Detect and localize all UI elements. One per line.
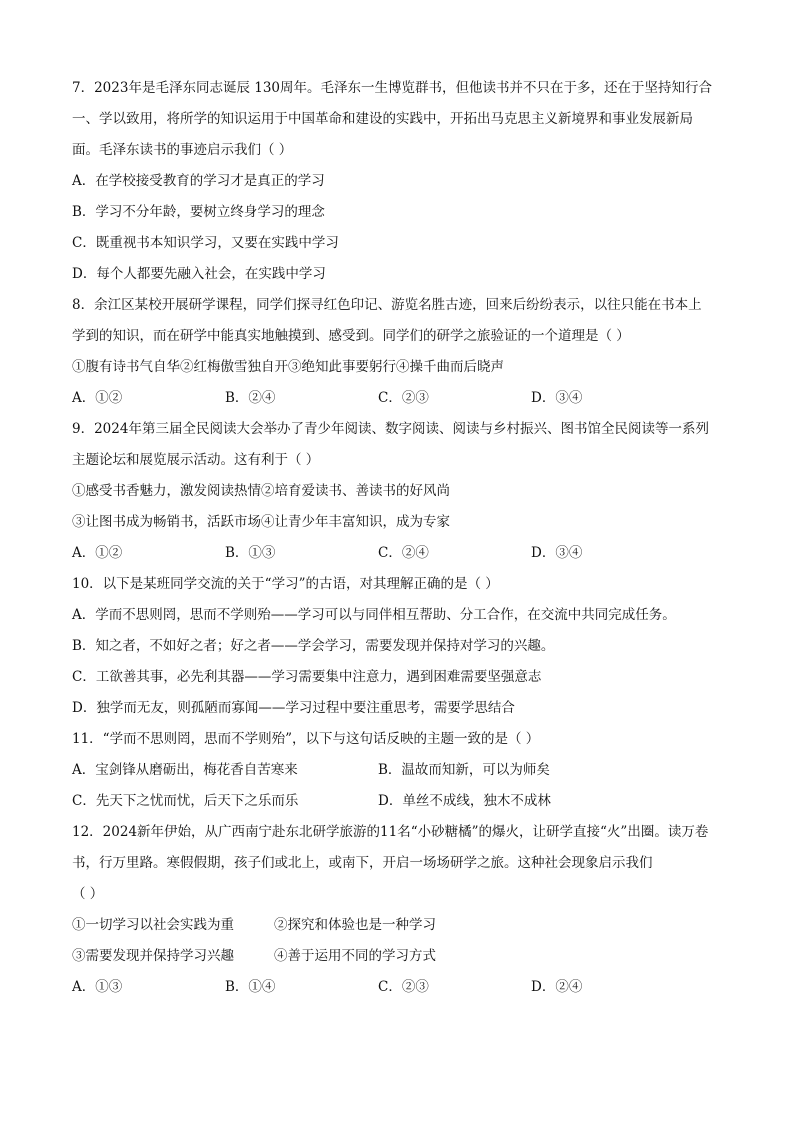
option-b: B．②④ bbox=[225, 390, 276, 406]
question-8-stem-line: 8．余江区某校开展研学课程，同学们探寻红色印记、游览名胜古迹，回来后纷纷表示，以往只能在书本上 bbox=[72, 297, 702, 313]
question-9-statements: ③让图书成为畅销书，活跃市场④让青少年丰富知识，成为专家 bbox=[72, 514, 450, 530]
question-7 bbox=[72, 78, 732, 284]
question-12-stem-line: 12．2024新年伊始，从广西南宁赴东北研学旅游的11名“小砂糖橘”的爆火，让研学直接“火”出圈。读万卷 bbox=[72, 824, 709, 840]
option-b: B．温故而知新，可以为师矣 bbox=[378, 762, 550, 778]
option-b: B．①④ bbox=[225, 979, 276, 995]
option-a: A．①③ bbox=[72, 979, 123, 995]
question-10-stem-line: 10．以下是某班同学交流的关于“学习”的古语，对其理解正确的是（ ） bbox=[72, 576, 499, 592]
statement-4: ④善于运用不同的学习方式 bbox=[274, 948, 436, 964]
option-a: A．①② bbox=[72, 390, 123, 406]
question-9-options bbox=[72, 543, 732, 563]
option-c: C．②④ bbox=[378, 545, 429, 561]
question-12-statements-row bbox=[72, 915, 732, 935]
question-8-statements: ①腹有诗书气自华②红梅傲雪独自开③绝知此事要躬行④操千曲而后晓声 bbox=[72, 359, 504, 375]
question-7-stem-line: 7．2023年是毛泽东同志诞辰 130周年。毛泽东一生博览群书，但他读书并不只在于多，还在于坚持知行合 bbox=[72, 80, 713, 96]
option-d: D．③④ bbox=[531, 390, 583, 406]
question-8-options bbox=[72, 388, 732, 408]
option-a: A．宝剑锋从磨砺出，梅花香自苦寒来 bbox=[72, 762, 298, 778]
question-8 bbox=[72, 295, 732, 408]
option-c: C．工欲善其事，必先利其器——学习需要集中注意力，遇到困难需要坚强意志 bbox=[72, 669, 542, 685]
option-d: D．单丝不成线，独木不成林 bbox=[378, 793, 551, 809]
question-9-stem-line: 9．2024年第三届全民阅读大会举办了青少年阅读、数字阅读、阅读与乡村振兴、图书馆全民阅读等一系列 bbox=[72, 421, 709, 437]
option-a: A．在学校接受教育的学习才是真正的学习 bbox=[72, 173, 325, 189]
question-11-options-row bbox=[72, 760, 732, 780]
option-d: D．独学而无友，则孤陋而寡闻——学习过程中要注重思考，需要学思结合 bbox=[72, 700, 515, 716]
option-a: A．①② bbox=[72, 545, 123, 561]
question-12-stem-line: 书，行万里路。寒假假期，孩子们或北上，或南下，开启一场场研学之旅。这种社会现象启示我们 bbox=[72, 855, 653, 871]
option-c: C．②③ bbox=[378, 979, 429, 995]
question-12-statements-row bbox=[72, 946, 732, 966]
question-11-options-row bbox=[72, 791, 732, 811]
option-c: C．②③ bbox=[378, 390, 429, 406]
question-9-stem-line: 主题论坛和展览展示活动。这有利于（ ） bbox=[72, 452, 320, 468]
option-b: B．①③ bbox=[225, 545, 276, 561]
question-12 bbox=[72, 822, 732, 997]
option-d: D．③④ bbox=[531, 545, 583, 561]
option-b: B．学习不分年龄，要树立终身学习的理念 bbox=[72, 204, 325, 220]
option-d: D．每个人都要先融入社会，在实践中学习 bbox=[72, 266, 326, 282]
question-11 bbox=[72, 729, 732, 811]
question-9-statements: ①感受书香魅力，激发阅读热情②培育爱读书、善读书的好风尚 bbox=[72, 483, 450, 499]
option-c: C．既重视书本知识学习，又要在实践中学习 bbox=[72, 235, 339, 251]
question-7-stem-line: 面。毛泽东读书的事迹启示我们（ ） bbox=[72, 142, 293, 158]
question-12-options bbox=[72, 977, 732, 997]
question-8-stem-line: 学到的知识，而在研学中能真实地触摸到、感受到。同学们的研学之旅验证的一个道理是（ ） bbox=[72, 328, 630, 344]
question-9 bbox=[72, 419, 732, 563]
question-10 bbox=[72, 574, 732, 718]
question-7-stem-line: 一、学以致用，将所学的知识运用于中国革命和建设的实践中，开拓出马克思主义新境界和事业发展新局 bbox=[72, 111, 693, 127]
statement-2: ②探究和体验也是一种学习 bbox=[274, 917, 436, 933]
statement-3: ③需要发现并保持学习兴趣 bbox=[72, 948, 234, 964]
question-12-answer-bracket: （ ） bbox=[72, 886, 104, 902]
exam-document bbox=[72, 78, 732, 1008]
option-d: D．②④ bbox=[531, 979, 583, 995]
option-a: A．学而不思则罔，思而不学则殆——学习可以与同伴相互帮助、分工合作，在交流中共同完成任务。 bbox=[72, 607, 676, 623]
option-c: C．先天下之忧而忧，后天下之乐而乐 bbox=[72, 793, 299, 809]
statement-1: ①一切学习以社会实践为重 bbox=[72, 917, 234, 933]
question-11-stem-line: 11．“学而不思则罔，思而不学则殆”，以下与这句话反映的主题一致的是（ ） bbox=[72, 731, 540, 747]
option-b: B．知之者，不如好之者；好之者——学会学习，需要发现并保持对学习的兴趣。 bbox=[72, 638, 555, 654]
